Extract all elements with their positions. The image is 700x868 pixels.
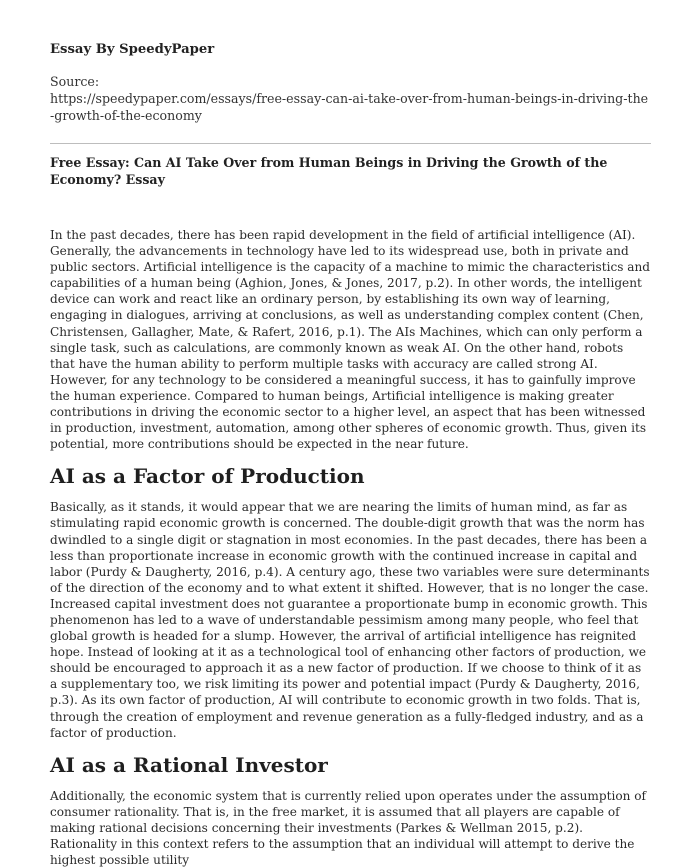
source-label: Source: xyxy=(50,74,100,89)
essay-title: Free Essay: Can AI Take Over from Human Beings in Driving the Growth of the Economy? Essay xyxy=(50,155,608,187)
section-heading-investor: AI as a Rational Investor xyxy=(50,752,328,777)
source-url[interactable]: https://speedypaper.com/essays/free-essay-can-ai-take-over-from-human-beings-in-driving-the-growth-of-the-economy xyxy=(50,91,649,123)
brand-title: Essay By SpeedyPaper xyxy=(50,42,215,57)
source-block xyxy=(50,73,651,124)
intro-paragraph: In the past decades, there has been rapid development in the field of artificial intelligence (AI). Generally, the advancements in technology have led to its widespread use, both in private and public sectors. Artificial intelligence is the capacity of a machine to mimic the characteristics and capabilities of a human being (Aghion, Jones, & Jones, 2017, p.2). In other words, the intelligent device can work and react like an ordinary person, by establishing its own way of learning, engaging in dialogues, arriving at conclusions, as well as understanding complex content (Chen, Christensen, Gallagher, Mate, & Rafert, 2016, p.1). The AIs Machines, which can only perform a single task, such as calculations, are commonly known as weak AI. On the other hand, robots that have the human ability to perform multiple tasks with accuracy are called strong AI. However, for any technology to be considered a meaningful success, it has to gainfully improve the human experience. Compared to human beings, Artificial intelligence is making greater contributions in driving the economic sector to a higher level, an aspect that has been witnessed in production, investment, automation, among other spheres of economic growth. Thus, given its potential, more contributions should be expected in the near future. xyxy=(50,228,651,452)
section-paragraph-production: Basically, as it stands, it would appear that we are nearing the limits of human mind, as far as stimulating rapid economic growth is concerned. The double-digit growth that was the norm has dwindled to a single digit or stagnation in most economies. In the past decades, there has been a less than proportionate increase in economic growth with the continued increase in capital and labor (Purdy & Daugherty, 2016, p.4). A century ago, these two variables were sure determinants of the direction of the economy and to what extent it shifted. However, that is no longer the case. Increased capital investment does not guarantee a proportionate bump in economic growth. This phenomenon has led to a wave of understandable pessimism among many people, who feel that global growth is headed for a slump. However, the arrival of artificial intelligence has reignited hope. Instead of looking at it as a technological tool of enhancing other factors of production, we should be encouraged to approach it as a new factor of production. If we choose to think of it as a supplementary too, we risk limiting its power and potential impact (Purdy & Daugherty, 2016, p.3). As its own factor of production, AI will contribute to economic growth in two folds. That is, through the creation of employment and revenue generation as a fully-fledged industry, and as a factor of production. xyxy=(50,500,650,740)
divider xyxy=(50,143,651,144)
section-heading-production: AI as a Factor of Production xyxy=(50,464,365,489)
section-paragraph-investor: Additionally, the economic system that is currently relied upon operates under the assumption of consumer rationality. That is, in the free market, it is assumed that all players are capable of making rational decisions concerning their investments (Parkes & Wellman 2015, p.2). Rationality in this context refers to the assumption that an individual will attempt to derive the highest possible utility xyxy=(50,788,647,868)
